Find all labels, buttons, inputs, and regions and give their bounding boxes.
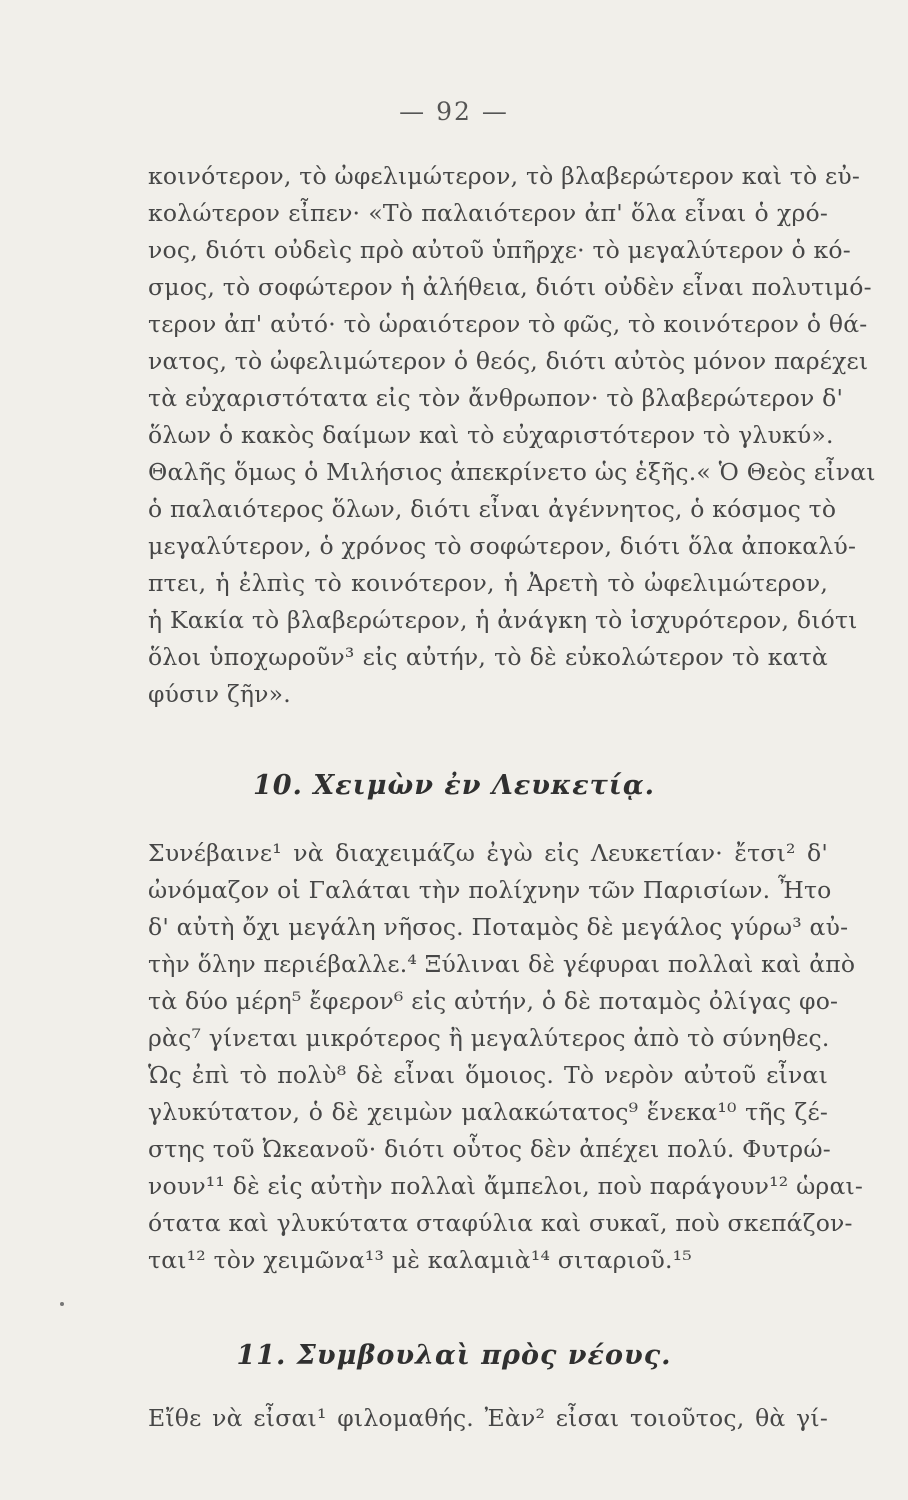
- section-10-paragraph: [148, 835, 864, 1279]
- top-paragraph: [148, 158, 876, 713]
- text-line: ὠνόμαζον οἱ Γαλάται τὴν πολίχνην τῶν Παρισίων. Ἦτο: [148, 876, 832, 904]
- text-line: ὅλοι ὑποχωροῦν³ εἰς αὐτήν, τὸ δὲ εὐκολώτερον τὸ κατὰ: [148, 643, 828, 671]
- text-line: φύσιν ζῆν».: [148, 680, 291, 708]
- text-line: τὰ δύο μέρη⁵ ἔφερον⁶ εἰς αὐτήν, ὁ δὲ ποταμὸς ὀλίγας φο-: [148, 987, 839, 1015]
- text-line: μεγαλύτερον, ὁ χρόνος τὸ σοφώτερον, διότι ὅλα ἀποκαλύ-: [148, 532, 857, 560]
- text-line: δ' αὐτὴ ὄχι μεγάλη νῆσος. Ποταμὸς δὲ μεγάλος γύρω³ αὐ-: [148, 913, 849, 941]
- text-line: ρὰς⁷ γίνεται μικρότερος ἢ μεγαλύτερος ἀπὸ τὸ σύνηθες.: [148, 1024, 830, 1052]
- text-line: στης τοῦ Ὠκεανοῦ· διότι οὗτος δὲν ἀπέχει πολύ. Φυτρώ-: [148, 1135, 831, 1163]
- text-line: κοινότερον, τὸ ὠφελιμώτερον, τὸ βλαβερώτερον καὶ τὸ εὐ-: [148, 162, 861, 190]
- text-line: κολώτερον εἶπεν· «Τὸ παλαιότερον ἀπ' ὅλα εἶναι ὁ χρό-: [148, 199, 828, 227]
- page-number: — 92 —: [399, 97, 509, 126]
- text-line: νουν¹¹ δὲ εἰς αὐτὴν πολλαὶ ἄμπελοι, ποὺ παράγουν¹² ὡραι-: [148, 1172, 864, 1200]
- text-line: ότατα καὶ γλυκύτατα σταφύλια καὶ συκαῖ, ποὺ σκεπάζον-: [148, 1209, 853, 1237]
- text-line: τὰ εὐχαριστότατα εἰς τὸν ἄνθρωπον· τὸ βλαβερώτερον δ': [148, 384, 844, 412]
- margin-dot: [60, 1302, 64, 1306]
- text-line: νος, διότι οὐδεὶς πρὸ αὐτοῦ ὑπῆρχε· τὸ μεγαλύτερον ὁ κό-: [148, 236, 851, 264]
- section-11-paragraph: [148, 1400, 828, 1437]
- text-line: πτει, ἡ ἐλπὶς τὸ κοινότερον, ἡ Ἀρετὴ τὸ ὠφελιμώτερον,: [148, 569, 828, 597]
- text-line: ται¹² τὸν χειμῶνα¹³ μὲ καλαμιὰ¹⁴ σιταριοῦ.¹⁵: [148, 1246, 692, 1274]
- section-heading-10: 10. Χειμὼν ἐν Λευκετίᾳ.: [252, 770, 656, 801]
- text-line: ὅλων ὁ κακὸς δαίμων καὶ τὸ εὐχαριστότερον τὸ γλυκύ».: [148, 421, 834, 449]
- text-line: Ὡς ἐπὶ τὸ πολὺ⁸ δὲ εἶναι ὅμοιος. Τὸ νερὸν αὐτοῦ εἶναι: [148, 1061, 828, 1089]
- text-line: Συνέβαινε¹ νὰ διαχειμάζω ἐγὼ εἰς Λευκετίαν· ἔτσι² δ': [148, 839, 828, 867]
- text-line: ἡ Κακία τὸ βλαβερώτερον, ἡ ἀνάγκη τὸ ἰσχυρότερον, διότι: [148, 606, 858, 634]
- text-line: Εἴθε νὰ εἶσαι¹ φιλομαθής. Ἐὰν² εἶσαι τοιοῦτος, θὰ γί-: [148, 1404, 828, 1432]
- text-line: γλυκύτατον, ὁ δὲ χειμὼν μαλακώτατος⁹ ἕνεκα¹⁰ τῆς ζέ-: [148, 1098, 828, 1126]
- text-line: σμος, τὸ σοφώτερον ἡ ἀλήθεια, διότι οὐδὲν εἶναι πολυτιμό-: [148, 273, 872, 301]
- text-line: τὴν ὅλην περιέβαλλε.⁴ Ξύλιναι δὲ γέφυραι πολλαὶ καὶ ἀπὸ: [148, 950, 856, 978]
- text-line: τερον ἀπ' αὐτό· τὸ ὡραιότερον τὸ φῶς, τὸ κοινότερον ὁ θά-: [148, 310, 868, 338]
- text-line: νατος, τὸ ὠφελιμώτερον ὁ θεός, διότι αὐτὸς μόνον παρέχει: [148, 347, 869, 375]
- section-heading-11: 11. Συμβουλαὶ πρὸς νέους.: [236, 1340, 672, 1371]
- text-line: Θαλῆς ὅμως ὁ Μιλήσιος ἀπεκρίνετο ὡς ἑξῆς.« Ὁ Θεὸς εἶναι: [148, 458, 876, 486]
- text-line: ὁ παλαιότερος ὅλων, διότι εἶναι ἀγέννητος, ὁ κόσμος τὸ: [148, 495, 837, 523]
